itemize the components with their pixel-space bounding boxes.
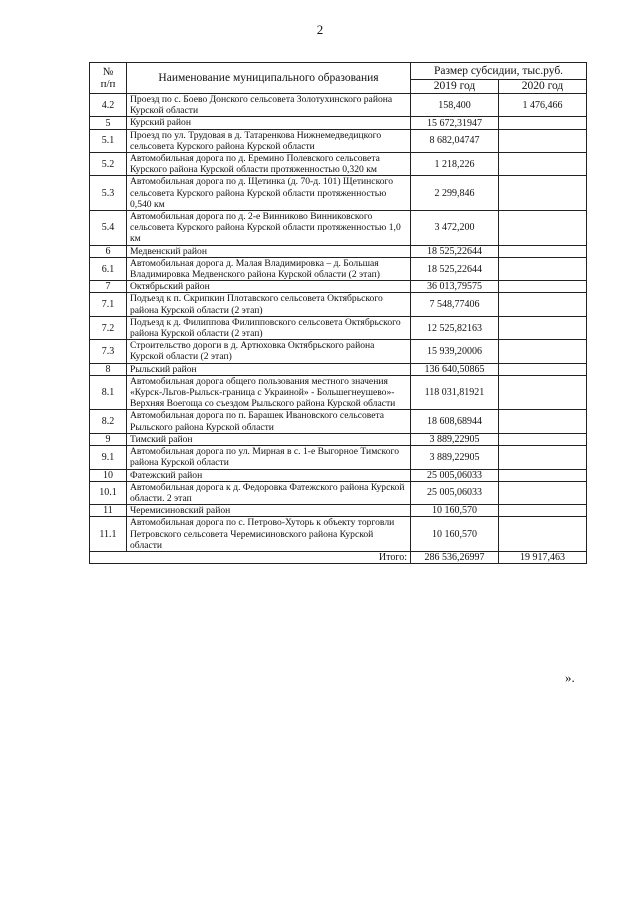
row-value-2020: [499, 446, 587, 469]
row-number: 6: [90, 245, 127, 257]
row-value-2019: 12 525,82163: [411, 316, 499, 339]
row-number: 4.2: [90, 94, 127, 117]
table-header-row-1: [90, 63, 587, 80]
table-row: [90, 316, 587, 339]
table-row: [90, 153, 587, 176]
row-number: 7.3: [90, 340, 127, 363]
row-value-2019: 8 682,04747: [411, 129, 499, 152]
row-name: Черемисиновский район: [127, 505, 411, 517]
row-value-2019: 15 672,31947: [411, 117, 499, 129]
row-value-2019: 3 472,200: [411, 211, 499, 246]
row-name: Автомобильная дорога общего пользования местного значения «Курск-Льгов-Рыльск-граница с Украиной» - Большегнеушево»-Верхняя Воегоща со съездом Рыльского района Курской области: [127, 375, 411, 410]
row-value-2019: 18 525,22644: [411, 257, 499, 280]
total-label: Итого:: [90, 551, 411, 563]
row-name: Курский район: [127, 117, 411, 129]
row-value-2020: [499, 469, 587, 481]
row-name: Автомобильная дорога по д. 2-е Винниково Винниковского сельсовета Курского района Курской области протяженностью 1,0 км: [127, 211, 411, 246]
row-value-2020: [499, 245, 587, 257]
table-row: [90, 481, 587, 504]
row-number: 5: [90, 117, 127, 129]
row-number: 7: [90, 281, 127, 293]
table-row: [90, 211, 587, 246]
row-name: Проезд по ул. Трудовая в д. Татаренкова Нижнемедведицкого сельсовета Курского района Курской области: [127, 129, 411, 152]
row-value-2020: [499, 363, 587, 375]
table-row: [90, 433, 587, 445]
table-row: [90, 257, 587, 280]
row-number: 8: [90, 363, 127, 375]
row-name: Подъезд к д. Филиппова Филипповского сельсовета Октябрьского района Курской области (2 этап): [127, 316, 411, 339]
row-value-2019: 10 160,570: [411, 505, 499, 517]
row-number: 10.1: [90, 481, 127, 504]
row-value-2020: [499, 340, 587, 363]
page-number: 2: [316, 22, 324, 37]
row-number: 5.4: [90, 211, 127, 246]
header-num: № п/п: [90, 63, 127, 94]
row-name: Проезд по с. Боево Донского сельсовета Золотухинского района Курской области: [127, 94, 411, 117]
row-value-2019: 18 525,22644: [411, 245, 499, 257]
table-row: [90, 94, 587, 117]
row-value-2019: 10 160,570: [411, 517, 499, 552]
row-name: Тимский район: [127, 433, 411, 445]
row-value-2019: 2 299,846: [411, 176, 499, 211]
row-name: Автомобильная дорога д. Малая Владимировка – д. Большая Владимировка Медвенского района Курской области (2 этап): [127, 257, 411, 280]
row-value-2019: 25 005,06033: [411, 469, 499, 481]
row-value-2019: 118 031,81921: [411, 375, 499, 410]
row-number: 9.1: [90, 446, 127, 469]
row-value-2020: [499, 316, 587, 339]
row-value-2020: [499, 293, 587, 316]
row-value-2019: 25 005,06033: [411, 481, 499, 504]
row-number: 5.1: [90, 129, 127, 152]
row-value-2020: [499, 505, 587, 517]
row-value-2020: [499, 257, 587, 280]
row-number: 9: [90, 433, 127, 445]
total-2019: 286 536,26997: [411, 551, 499, 563]
row-number: 6.1: [90, 257, 127, 280]
closing-quote: ».: [565, 670, 575, 685]
table-row: [90, 446, 587, 469]
row-name: Автомобильная дорога по д. Еремино Полевского сельсовета Курского района Курской области протяженностью 0,320 км: [127, 153, 411, 176]
table-row: [90, 517, 587, 552]
row-number: 5.3: [90, 176, 127, 211]
row-name: Строительство дороги в д. Артюховка Октябрьского района Курской области (2 этап): [127, 340, 411, 363]
table-row: [90, 410, 587, 433]
total-2020: 19 917,463: [499, 551, 587, 563]
row-number: 7.1: [90, 293, 127, 316]
row-value-2019: 136 640,50865: [411, 363, 499, 375]
row-name: Подъезд к п. Скрипкин Плотавского сельсовета Октябрьского района Курской области (2 этап): [127, 293, 411, 316]
row-value-2019: 15 939,20006: [411, 340, 499, 363]
row-value-2019: 36 013,79575: [411, 281, 499, 293]
row-value-2020: [499, 129, 587, 152]
table-row: [90, 117, 587, 129]
table-row: [90, 469, 587, 481]
row-value-2019: 158,400: [411, 94, 499, 117]
row-value-2020: [499, 117, 587, 129]
total-row: [90, 551, 587, 563]
row-value-2020: [499, 433, 587, 445]
row-name: Медвенский район: [127, 245, 411, 257]
row-value-2020: [499, 517, 587, 552]
table-row: [90, 363, 587, 375]
table-footer: [90, 551, 587, 563]
row-number: 7.2: [90, 316, 127, 339]
table-row: [90, 176, 587, 211]
row-name: Октябрьский район: [127, 281, 411, 293]
table-row: [90, 129, 587, 152]
row-name: Рыльский район: [127, 363, 411, 375]
subsidy-table: [89, 62, 587, 564]
header-year-2020: 2020 год: [499, 80, 587, 94]
row-value-2019: 1 218,226: [411, 153, 499, 176]
row-number: 11: [90, 505, 127, 517]
row-number: 8.1: [90, 375, 127, 410]
table-row: [90, 281, 587, 293]
row-name: Автомобильная дорога по д. Щетинка (д. 70-д. 101) Щетинского сельсовета Курского района Курской области протяженностью 0,540 км: [127, 176, 411, 211]
row-number: 8.2: [90, 410, 127, 433]
table-row: [90, 505, 587, 517]
row-name: Автомобильная дорога по п. Барашек Ивановского сельсовета Рыльского района Курской области: [127, 410, 411, 433]
row-name: Фатежский район: [127, 469, 411, 481]
table-row: [90, 293, 587, 316]
row-name: Автомобильная дорога по с. Петрово-Хуторь к объекту торговли Петровского сельсовета Черемисиновского района Курской области: [127, 517, 411, 552]
row-name: Автомобильная дорога по ул. Мирная в с. 1-е Выгорное Тимского района Курской области: [127, 446, 411, 469]
table-row: [90, 245, 587, 257]
header-name: Наименование муниципального образования: [127, 63, 411, 94]
row-value-2020: [499, 211, 587, 246]
row-value-2020: 1 476,466: [499, 94, 587, 117]
row-value-2020: [499, 410, 587, 433]
row-value-2020: [499, 375, 587, 410]
row-value-2020: [499, 176, 587, 211]
header-year-2019: 2019 год: [411, 80, 499, 94]
row-value-2020: [499, 153, 587, 176]
row-value-2019: 7 548,77406: [411, 293, 499, 316]
table-row: [90, 340, 587, 363]
row-value-2020: [499, 481, 587, 504]
header-subsidy: Размер субсидии, тыс.руб.: [411, 63, 587, 80]
table-row: [90, 375, 587, 410]
row-name: Автомобильная дорога к д. Федоровка Фатежского района Курской области. 2 этап: [127, 481, 411, 504]
row-value-2019: 18 608,68944: [411, 410, 499, 433]
row-value-2019: 3 889,22905: [411, 446, 499, 469]
table-body: [90, 94, 587, 552]
row-number: 10: [90, 469, 127, 481]
row-number: 11.1: [90, 517, 127, 552]
row-number: 5.2: [90, 153, 127, 176]
row-value-2019: 3 889,22905: [411, 433, 499, 445]
row-value-2020: [499, 281, 587, 293]
